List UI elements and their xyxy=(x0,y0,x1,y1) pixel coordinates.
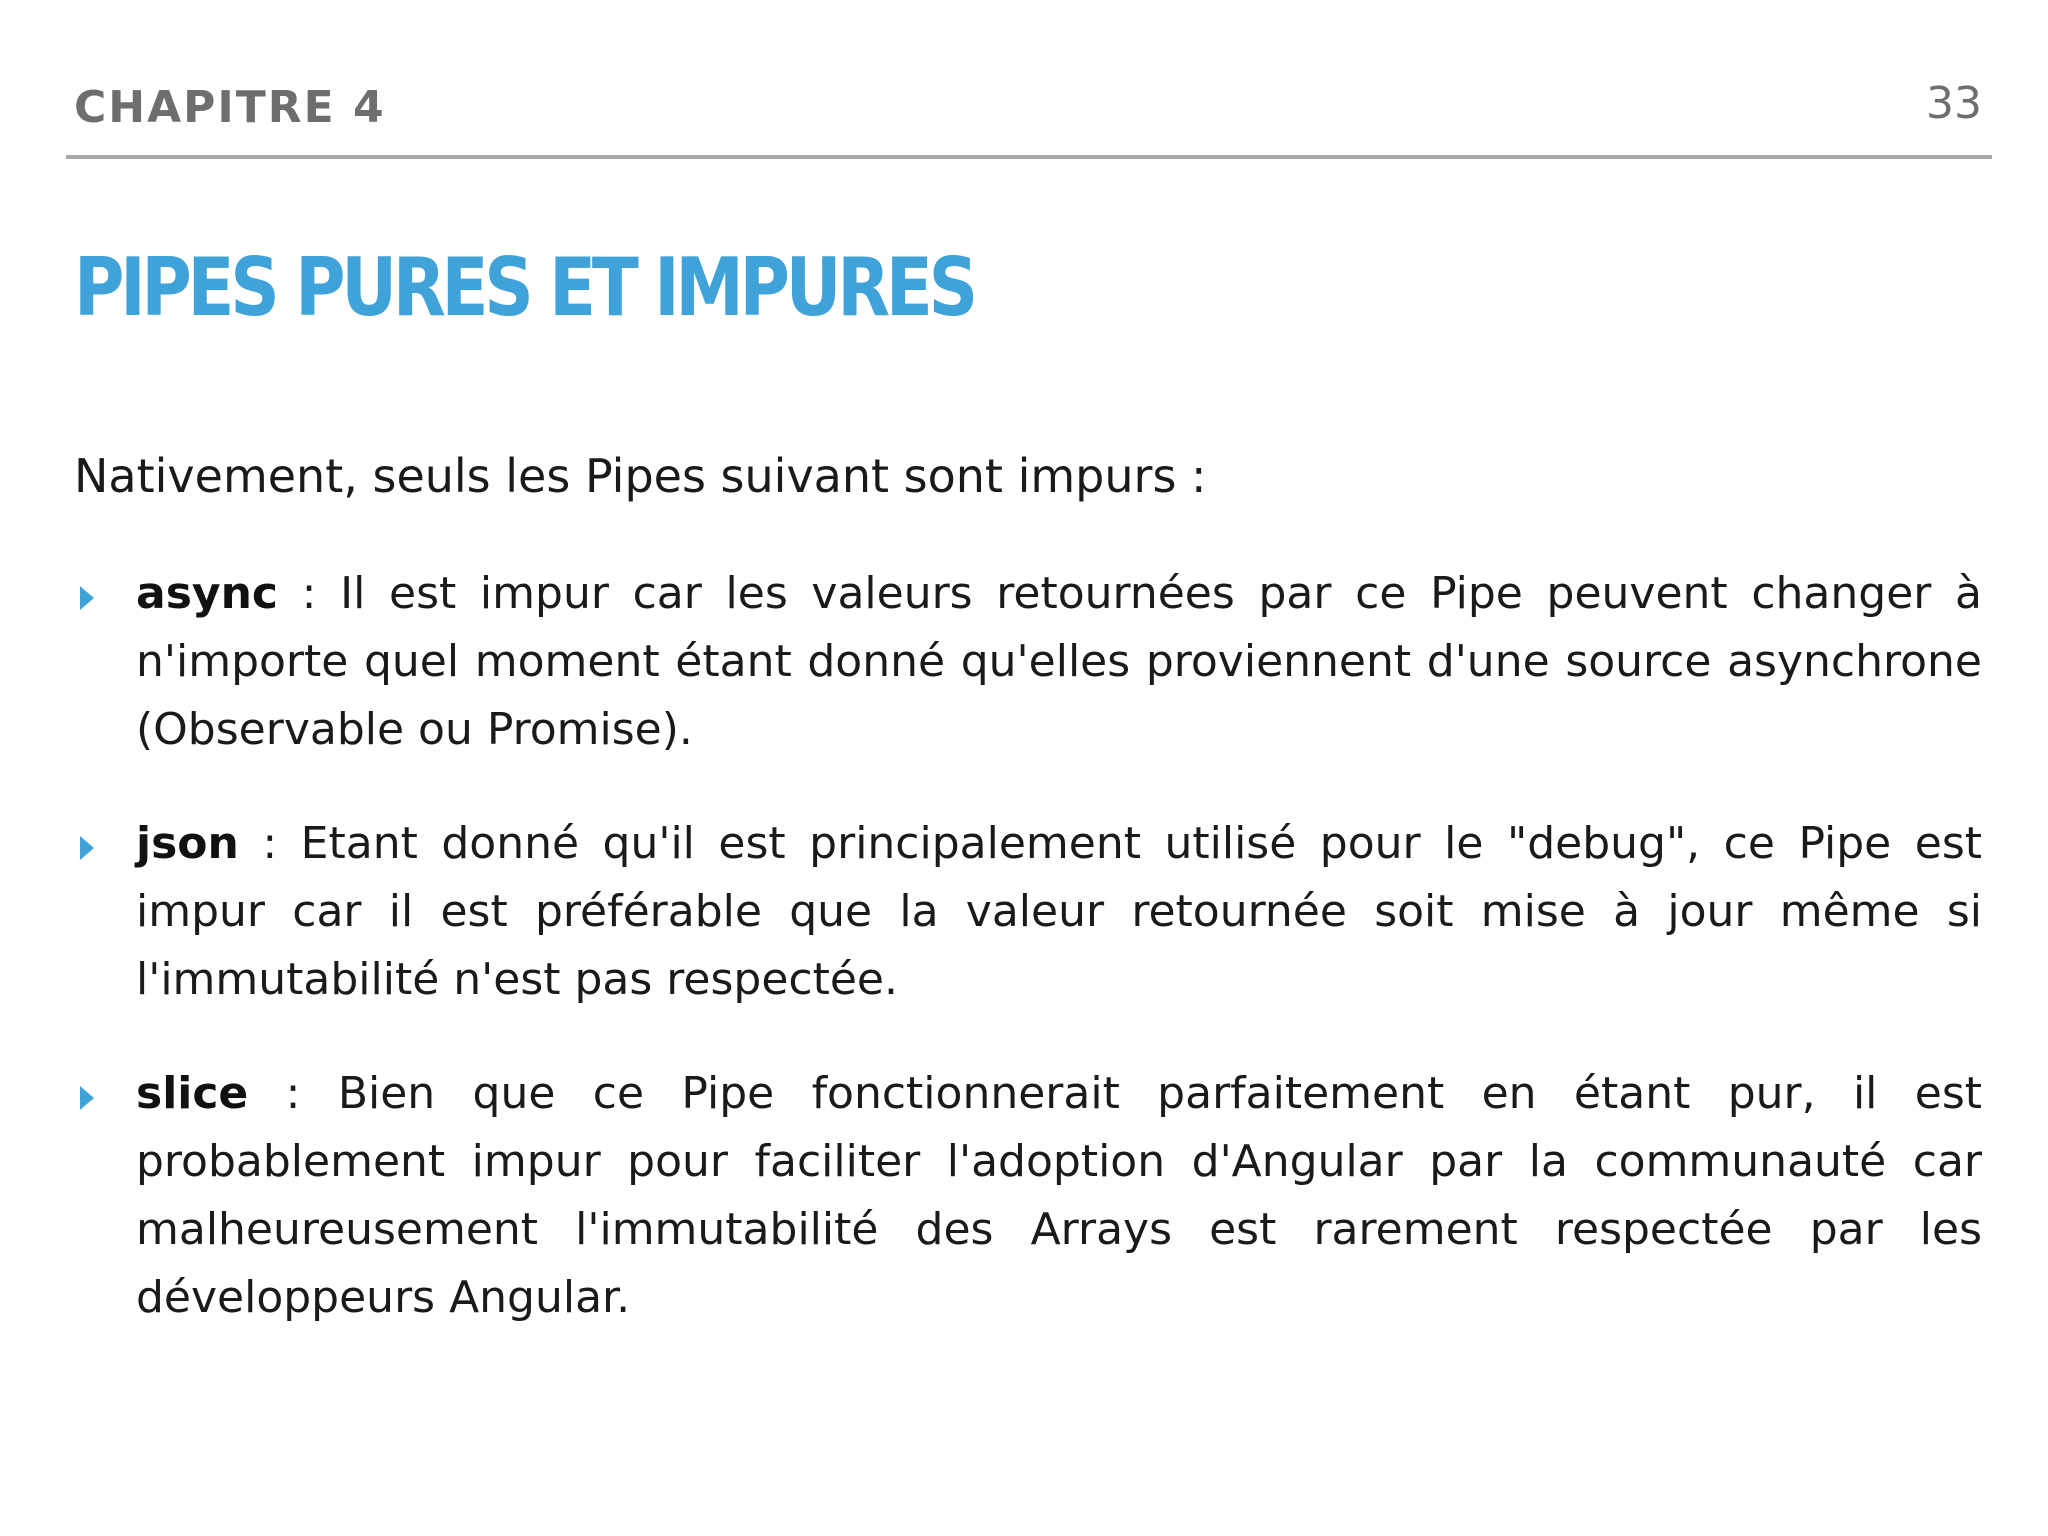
bullet-item-async xyxy=(74,560,1982,764)
bullet-description: : Bien que ce Pipe fonctionnerait parfaitement en étant pur, il est probablement impur pour faciliter l'adoption d'Angular par la communauté car malheureusement l'immutabilité des Arrays est rarement respectée par les développeurs Angular. xyxy=(136,1068,1982,1323)
bullet-list xyxy=(74,560,1982,1378)
chapter-label: CHAPITRE 4 xyxy=(74,82,386,133)
bullet-item-json xyxy=(74,810,1982,1014)
intro-text: Nativement, seuls les Pipes suivant sont impurs : xyxy=(74,449,1207,503)
bullet-term: async xyxy=(136,568,278,619)
bullet-description: : Etant donné qu'il est principalement utilisé pour le "debug", ce Pipe est impur car il est préférable que la valeur retournée soit mise à jour même si l'immutabilité n'est pas respectée. xyxy=(136,818,1982,1005)
triangle-bullet-icon xyxy=(80,586,94,610)
page-number: 33 xyxy=(1926,78,1982,129)
triangle-bullet-icon xyxy=(80,1086,94,1110)
bullet-item-slice xyxy=(74,1060,1982,1332)
bullet-term: json xyxy=(136,818,239,869)
bullet-term: slice xyxy=(136,1068,249,1119)
slide-header xyxy=(66,72,1992,162)
bullet-description: : Il est impur car les valeurs retournées par ce Pipe peuvent changer à n'importe quel moment étant donné qu'elles proviennent d'une source asynchrone (Observable ou Promise). xyxy=(136,568,1982,755)
slide-title: PIPES PURES ET IMPURES xyxy=(74,241,974,334)
triangle-bullet-icon xyxy=(80,836,94,860)
header-divider xyxy=(66,155,1992,159)
